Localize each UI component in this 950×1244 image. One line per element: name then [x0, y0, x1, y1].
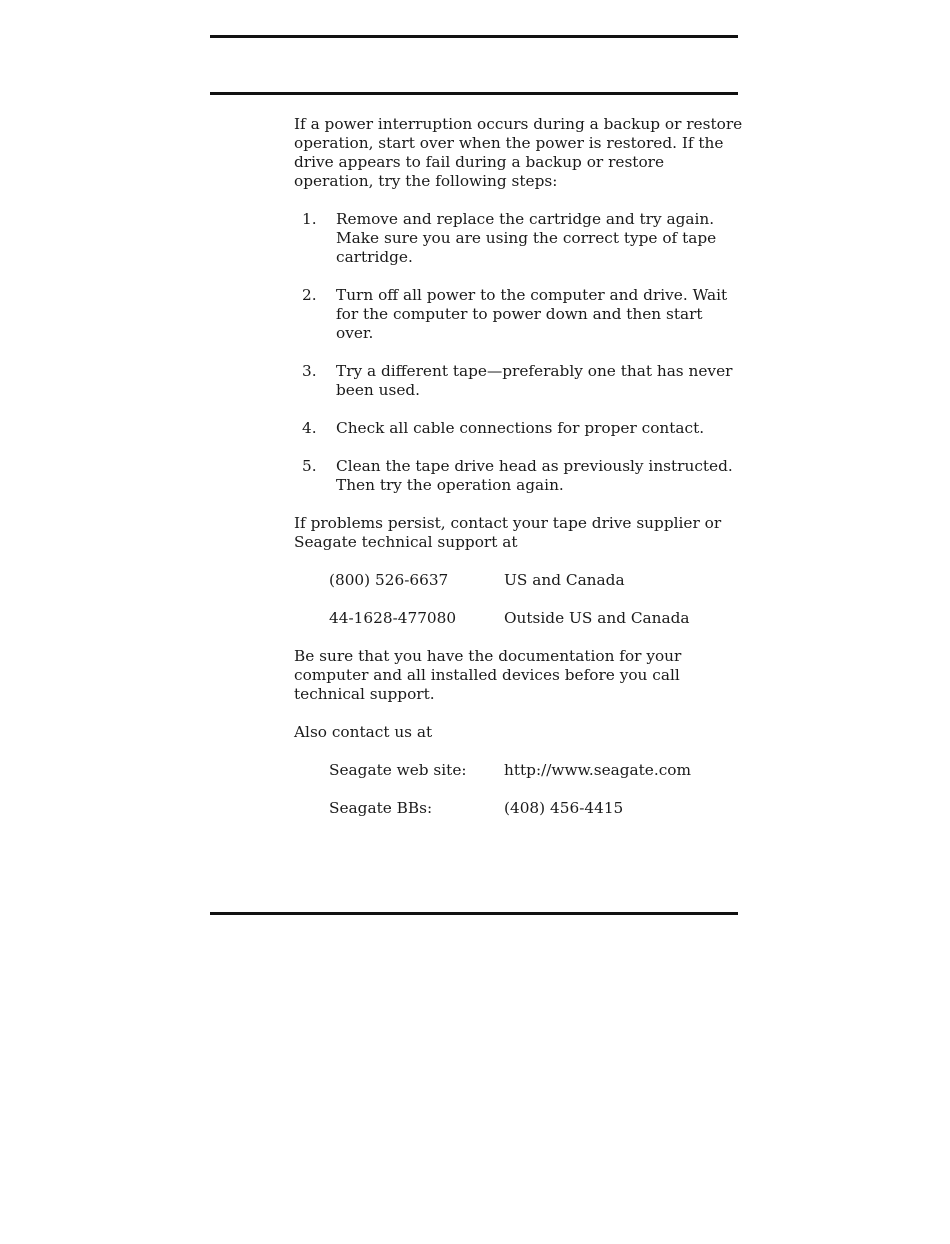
bbs-row [329, 799, 744, 818]
step-text: Check all cable connections for proper contact. [336, 419, 705, 437]
top-rule [210, 35, 738, 38]
list-item [294, 457, 744, 495]
step-number: 2. [302, 286, 317, 304]
list-item [294, 362, 744, 400]
troubleshooting-section [294, 115, 744, 837]
also-contact-paragraph: Also contact us at [294, 723, 433, 741]
footer-rule [210, 912, 738, 915]
phone-number: 44-1628-477080 [329, 609, 457, 627]
step-number: 4. [302, 419, 317, 437]
bbs-number: (408) 456-4415 [504, 799, 624, 817]
list-item [294, 419, 744, 438]
contact-label: Seagate BBs: [329, 799, 433, 817]
steps-list [294, 210, 744, 495]
web-site-row [329, 761, 744, 780]
step-text: Remove and replace the cartridge and try again. Make sure you are using the correct type of tape cartridge. [336, 210, 717, 266]
persist-paragraph: If problems persist, contact your tape drive supplier or Seagate technical support at [294, 514, 722, 551]
intro-paragraph: If a power interruption occurs during a backup or restore operation, start over when the power is restored. If the drive appears to fail during a backup or restore operation, try the following steps: [294, 115, 743, 190]
step-text: Turn off all power to the computer and drive. Wait for the computer to power down and then start over. [336, 286, 728, 342]
header-rule [210, 92, 738, 95]
step-text: Try a different tape—preferably one that has never been used. [336, 362, 733, 399]
phone-row-international [329, 609, 744, 628]
step-number: 3. [302, 362, 317, 380]
phone-number: (800) 526-6637 [329, 571, 449, 589]
contact-label: Seagate web site: [329, 761, 467, 779]
list-item [294, 286, 744, 343]
web-site-link[interactable]: http://www.seagate.com [504, 761, 692, 779]
step-text: Clean the tape drive head as previously instructed. Then try the operation again. [336, 457, 733, 494]
phone-region: Outside US and Canada [504, 609, 690, 627]
phone-row-us [329, 571, 744, 590]
phone-region: US and Canada [504, 571, 625, 589]
step-number: 1. [302, 210, 317, 228]
list-item [294, 210, 744, 267]
step-number: 5. [302, 457, 317, 475]
documentation-paragraph: Be sure that you have the documentation for your computer and all installed devices before you call technical support. [294, 647, 682, 703]
